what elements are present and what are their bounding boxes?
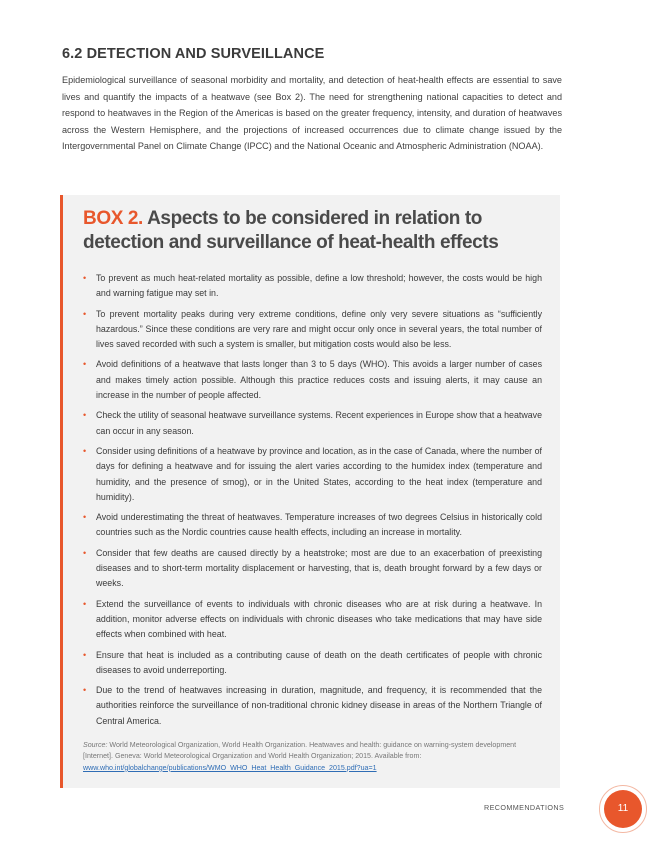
box-title xyxy=(83,207,553,255)
bullet-marker: • xyxy=(83,547,87,558)
box-label: BOX 2. xyxy=(83,208,143,229)
bullet-item xyxy=(83,408,542,439)
bullet-marker: • xyxy=(83,308,87,319)
bullet-item xyxy=(83,271,542,302)
source-link[interactable]: www.who.int/globalchange/publications/WMO_WHO_Heat_Health_Guidance_2015.pdf?ua=1 xyxy=(83,763,377,772)
bullet-list xyxy=(83,271,542,734)
bullet-marker: • xyxy=(83,273,87,283)
bullet-text: Extend the surveillance of events to individuals with chronic diseases who are at risk during a heatwave. In addition, monitor adverse effects on individuals with chronic diseases who take medications that may have side effects when combined with heat. xyxy=(96,598,542,640)
bullet-text: Check the utility of seasonal heatwave surveillance systems. Recent experiences in Europe show that a heatwave can occur in any season. xyxy=(96,410,542,436)
page-number: 11 xyxy=(604,790,642,828)
bullet-item xyxy=(83,510,542,541)
bullet-marker: • xyxy=(83,410,87,421)
bullet-text: Ensure that heat is included as a contributing cause of death on the death certificates of people with chronic diseases to avoid underreporting. xyxy=(96,649,542,675)
bullet-text: Consider that few deaths are caused directly by a heatstroke; most are due to an exacerbation of preexisting diseases and to short-term mortality displacement or harvesting, that is, death brought forward by a few days or weeks. xyxy=(96,547,542,589)
bullet-text: To prevent mortality peaks during very extreme conditions, define only very severe situations as “sufficiently hazardous.” Since these conditions are very rare and might occur only once in several years, the total number of lives saved recorded with such a system is smaller, but mitigation costs would also be less. xyxy=(96,308,542,350)
bullet-item xyxy=(83,546,542,592)
bullet-text: To prevent as much heat-related mortality as possible, define a low threshold; however, the costs would be high and warning fatigue may set in. xyxy=(96,273,542,299)
footer-section-label: RECOMMENDATIONS xyxy=(484,803,565,812)
source-note xyxy=(83,740,545,774)
bullet-marker: • xyxy=(83,649,87,660)
box-2 xyxy=(60,195,560,788)
source-text: World Meteorological Organization, World Health Organization. Heatwaves and health: guidance on warning-system development [Internet]. Geneva: World Meteorological Organization and World Health Organization; 2015. Available from: xyxy=(83,741,517,761)
bullet-marker: • xyxy=(83,685,87,696)
bullet-text: Avoid definitions of a heatwave that lasts longer than 3 to 5 days (WHO). This avoids a larger number of cases and makes timely action possible. Although this practice reduces costs and issuing alerts, it may cause an increase in the number of people affected. xyxy=(96,359,542,401)
bullet-item xyxy=(83,597,542,643)
intro-paragraph: Epidemiological surveillance of seasonal morbidity and mortality, and detection of heat-health effects are essential to save lives and quantify the impacts of a heatwave (see Box 2). The need for strengthening national capacities to detect and respond to heatwaves in the Region of the Americas is based on the greater frequency, intensity, and duration of heatwaves across the Western Hemisphere, and the projections of increased occurrences due to climate change issued by the Intergovernmental Panel on Climate Change (IPCC) and the National Oceanic and Atmospheric Administration (NOAA). xyxy=(62,75,562,152)
box-title-text: Aspects to be considered in relation to detection and surveillance of heat-health effects xyxy=(83,208,499,253)
bullet-item xyxy=(83,648,542,679)
bullet-item xyxy=(83,444,542,505)
bullet-marker: • xyxy=(83,359,87,370)
bullet-marker: • xyxy=(83,598,87,609)
bullet-item xyxy=(83,683,542,729)
section-title: 6.2 DETECTION AND SURVEILLANCE xyxy=(62,46,325,62)
bullet-marker: • xyxy=(83,445,87,456)
bullet-marker: • xyxy=(83,512,87,523)
bullet-item xyxy=(83,307,542,353)
bullet-item xyxy=(83,357,542,403)
source-label: Source: xyxy=(83,741,108,749)
bullet-text: Due to the trend of heatwaves increasing in duration, magnitude, and frequency, it is recommended that the authorities reinforce the surveillance of non-traditional chronic kidney disease in areas of the Northern Triangle of Central America. xyxy=(96,685,542,726)
bullet-text: Avoid underestimating the threat of heatwaves. Temperature increases of two degrees Celsius in historically cold countries such as the Nordic countries cause health effects, including an increase in mortality. xyxy=(96,512,542,538)
bullet-text: Consider using definitions of a heatwave by province and location, as in the case of Canada, where the number of days for defining a heatwave and for issuing the alert varies according to the humidex index (temperature and humidity, and the presence of smog), or in the United States, according to the heat index (temperature and humidity). xyxy=(96,445,542,502)
